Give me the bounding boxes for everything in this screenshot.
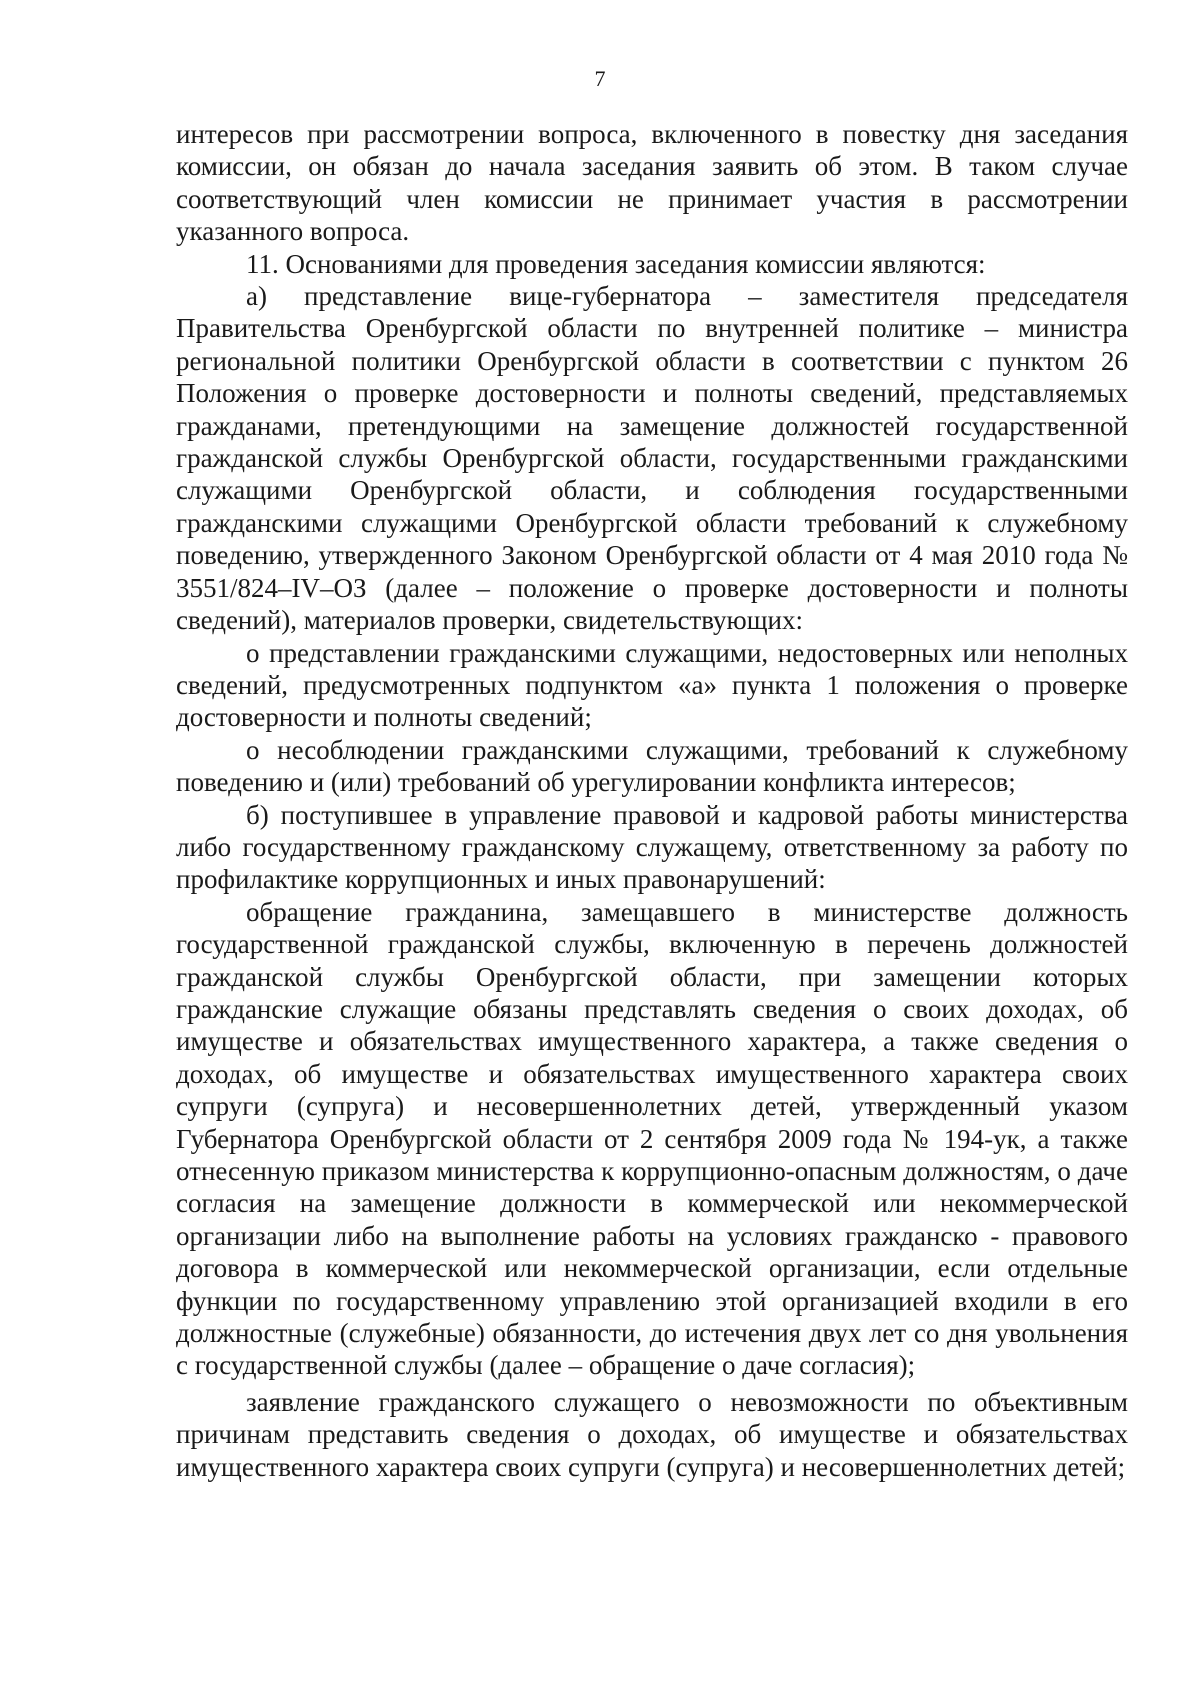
- paragraph-employee-statement: заявление гражданского служащего о невозможности по объективным причинам представить сведения о доходах, об имуществе и обязательствах имущественного характера своих супруги (супруга) и несовершеннолетних детей;: [176, 1386, 1128, 1482]
- paragraph-incomplete-info: о представлении гражданскими служащими, недостоверных или неполных сведений, предусмотренных подпунктом «а» пункта 1 положения о проверке достоверности и полноты сведений;: [176, 637, 1128, 733]
- page-number: 7: [594, 66, 606, 91]
- paragraph-citizen-appeal: обращение гражданина, замещавшего в министерстве должность государственной гражданской службы, включенную в перечень должностей гражданской службы Оренбургской области, при замещении которых гражданские служащие обязаны представлять сведения о своих доходах, об имуществе и обязательствах имущественного характера, а также сведения о доходах, об имуществе и обязательствах имущественного характера своих супруги (супруга) и несовершеннолетних детей, утвержденный указом Губернатора Оренбургской области от 2 сентября 2009 года № 194-ук, а также отнесенную приказом министерства к коррупционно-опасным должностям, о даче согласия на замещение должности в коммерческой или некоммерческой организации либо на выполнение работы на условиях гражданско - правового договора в коммерческой или некоммерческой организации, если отдельные функции по государственному управлению этой организацией входили в его должностные (служебные) обязанности, до истечения двух лет со дня увольнения с государственной службы (далее – обращение о даче согласия);: [176, 896, 1128, 1381]
- paragraph-item-11: 11. Основаниями для проведения заседания комиссии являются:: [246, 248, 986, 279]
- document-body: [176, 118, 1128, 1483]
- paragraph-subitem-b: б) поступившее в управление правовой и кадровой работы министерства либо государственному гражданскому служащему, ответственному за работу по профилактике коррупционных и иных правонарушений:: [176, 799, 1128, 895]
- paragraph-non-compliance: о несоблюдении гражданскими служащими, требований к служебному поведению и (или) требований об урегулировании конфликта интересов;: [176, 734, 1128, 798]
- paragraph-subitem-a: а) представление вице-губернатора – заместителя председателя Правительства Оренбургской области по внутренней политике – министра региональной политики Оренбургской области в соответствии с пунктом 26 Положения о проверке достоверности и полноты сведений, представляемых гражданами, претендующими на замещение должностей государственной гражданской службы Оренбургской области, государственными гражданскими служащими Оренбургской области, и соблюдения государственными гражданскими служащими Оренбургской области требований к служебному поведению, утвержденного Законом Оренбургской области от 4 мая 2010 года № 3551/824–IV–ОЗ (далее – положение о проверке достоверности и полноты сведений), материалов проверки, свидетельствующих:: [176, 281, 1128, 636]
- paragraph-continuation: интересов при рассмотрении вопроса, включенного в повестку дня заседания комиссии, он обязан до начала заседания заявить об этом. В таком случае соответствующий член комиссии не принимает участия в рассмотрении указанного вопроса.: [176, 119, 1128, 247]
